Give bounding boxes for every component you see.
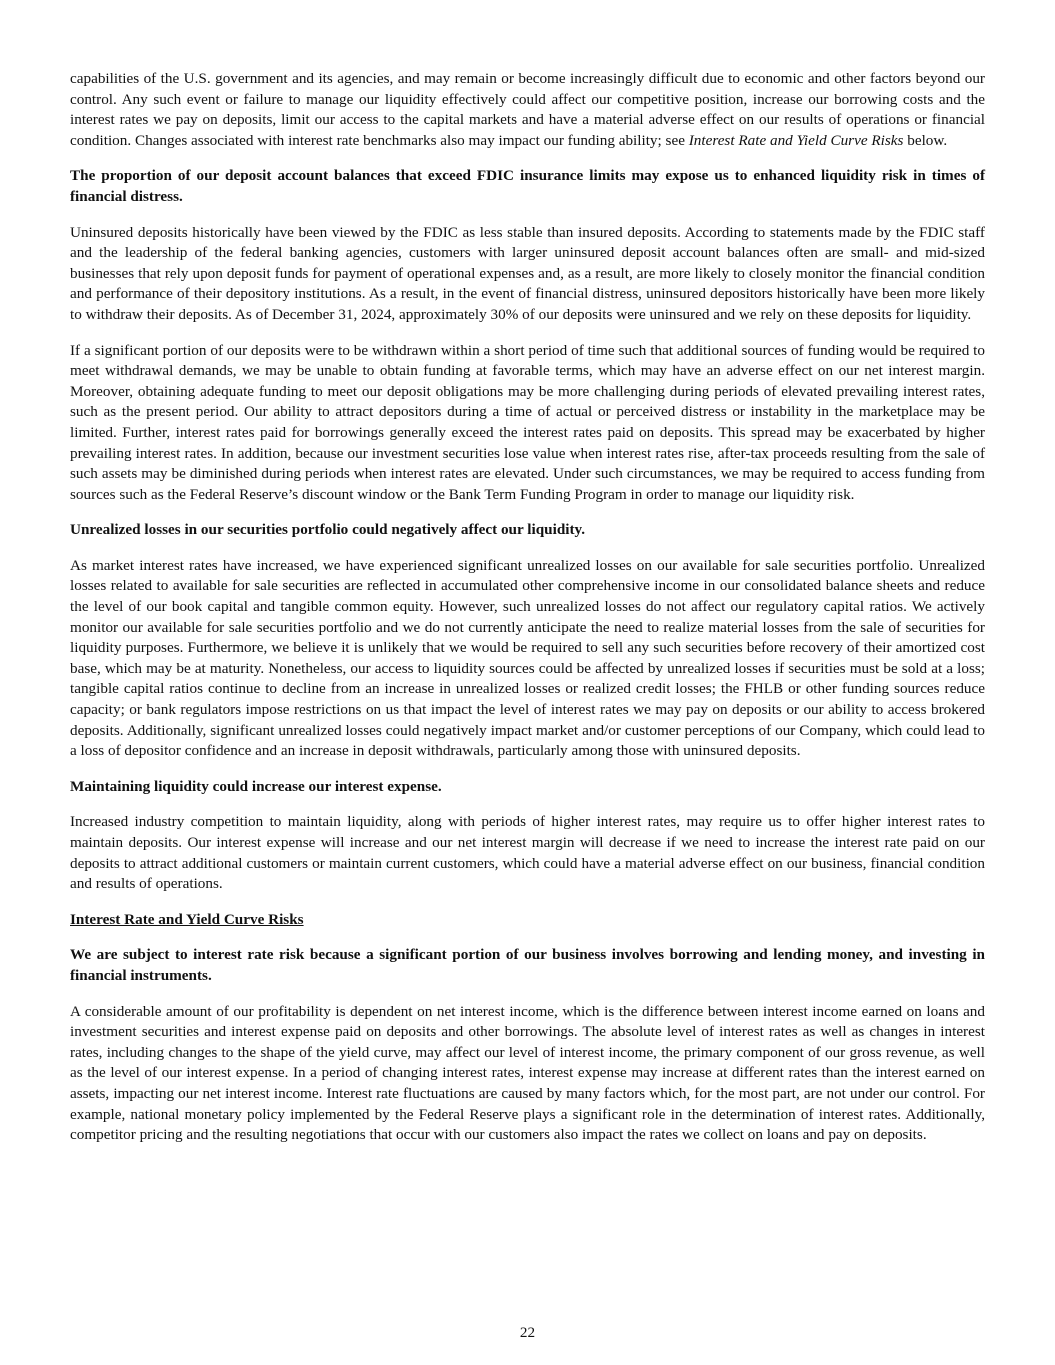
- paragraph-text: below.: [903, 131, 948, 149]
- paragraph-withdrawal-funding: If a significant portion of our deposits were to be withdrawn within a short period of time such that additional sources of funding would be required to meet withdrawal demands, we may be unable to obtain funding at favorable terms, which may have an adverse effect on our net interest margin. Moreover, obtaining adequate funding to meet our deposit obligations may be more challenging during periods of elevated prevailing interest rates, such as the present period. Our ability to attract depositors during a time of actual or perceived distress or instability in the marketplace may be limited. Further, interest rates paid for borrowings generally exceed the interest rates paid on deposits. This spread may be exacerbated by higher prevailing interest rates. In addition, because our investment securities lose value when interest rates rise, after-tax proceeds resulting from the sale of such assets may be diminished during periods when interest rates are elevated. Under such circumstances, we may be required to access funding from sources such as the Federal Reserve’s discount window or the Bank Term Funding Program in order to manage our liquidity risk.: [70, 341, 985, 503]
- page-number: 22: [519, 1324, 536, 1341]
- paragraph-liquidity-continuation: [70, 69, 985, 151]
- risk-heading-fdic: The proportion of our deposit account balances that exceed FDIC insurance limits may expose us to enhanced liquidity risk in times of financial distress.: [70, 167, 985, 205]
- document-page: [70, 69, 985, 1161]
- section-heading-interest-rate: Interest Rate and Yield Curve Risks: [70, 910, 304, 928]
- paragraph-net-interest-income: A considerable amount of our profitability is dependent on net interest income, which is the difference between interest income earned on loans and investment securities and interest expense paid on deposits and other borrowings. The absolute level of interest rates as well as changes in interest rates, including changes to the shape of the yield curve, may affect our level of interest income, the primary component of our gross revenue, as well as the level of our interest expense. In a period of changing interest rates, interest expense may increase at different rates than the interest earned on assets, impacting our net interest income. Interest rate fluctuations are caused by many factors which, for the most part, are not under our control. For example, national monetary policy implemented by the Federal Reserve plays a significant role in the determination of interest rates. Additionally, competitor pricing and the resulting negotiations that occur with our customers also impact the rates we collect on loans and pay on deposits.: [70, 1002, 985, 1144]
- paragraph-liquidity-expense: Increased industry competition to maintain liquidity, along with periods of higher interest rates, may require us to offer higher interest rates to maintain deposits. Our interest expense will increase and our net interest margin will decrease if we need to increase the interest rate paid on our deposits to attract additional customers or maintain current customers, which could have a material adverse effect on our business, financial condition and results of operations.: [70, 813, 985, 893]
- paragraph-unrealized-losses: As market interest rates have increased, we have experienced significant unrealized losses on our available for sale securities portfolio. Unrealized losses related to available for sale securities are reflected in accumulated other comprehensive income in our consolidated balance sheets and reduce the level of our book capital and tangible common equity. However, such unrealized losses do not affect our regulatory capital ratios. We actively monitor our available for sale securities portfolio and we do not currently anticipate the need to realize material losses from the sale of securities for liquidity purposes. Furthermore, we believe it is unlikely that we would be required to sell any such securities before recovery of their amortized cost base, which may be at maturity. Nonetheless, our access to liquidity sources could be affected by unrealized losses if securities must be sold at a loss; tangible capital ratios continue to decline from an increase in unrealized losses or realized credit losses; the FHLB or other funding sources reduce capacity; or bank regulators impose restrictions on us that impact the level of interest rates we may pay on deposits or our ability to access brokered deposits. Additionally, significant unrealized losses could negatively impact market and/or customer perceptions of our Company, which could lead to a loss of depositor confidence and an increase in deposit withdrawals, particularly among those with uninsured deposits.: [70, 556, 985, 760]
- risk-heading-interest-rate: We are subject to interest rate risk because a significant portion of our business involves borrowing and lending money, and investing in financial instruments.: [70, 946, 985, 984]
- paragraph-uninsured-deposits: Uninsured deposits historically have been viewed by the FDIC as less stable than insured deposits. According to statements made by the FDIC staff and the leadership of the federal banking agencies, customers with larger uninsured deposit account balances often are small- and mid-sized businesses that rely upon deposit funds for payment of operational expenses and, as a result, are more likely to closely monitor the financial condition and performance of their depository institutions. As a result, in the event of financial distress, uninsured depositors historically have been more likely to withdraw their deposits. As of December 31, 2024, approximately 30% of our deposits were uninsured and we rely on these deposits for liquidity.: [70, 223, 985, 323]
- cross-reference-italic: Interest Rate and Yield Curve Risks: [688, 131, 904, 149]
- risk-heading-unrealized-losses: Unrealized losses in our securities portfolio could negatively affect our liquidity.: [70, 521, 586, 539]
- paragraph-text: capabilities of the U.S. government and its agencies, and may remain or become increasingly difficult due to economic and other factors beyond our control. Any such event or failure to manage our liquidity effectively could affect our competitive position, increase our borrowing costs and the interest rates we pay on deposits, limit our access to the capital markets and have a material adverse effect on our results of operations or financial condition. Changes associated with interest rate benchmarks also may impact our funding ability; see: [70, 70, 985, 149]
- risk-heading-liquidity-expense: Maintaining liquidity could increase our interest expense.: [70, 777, 442, 795]
